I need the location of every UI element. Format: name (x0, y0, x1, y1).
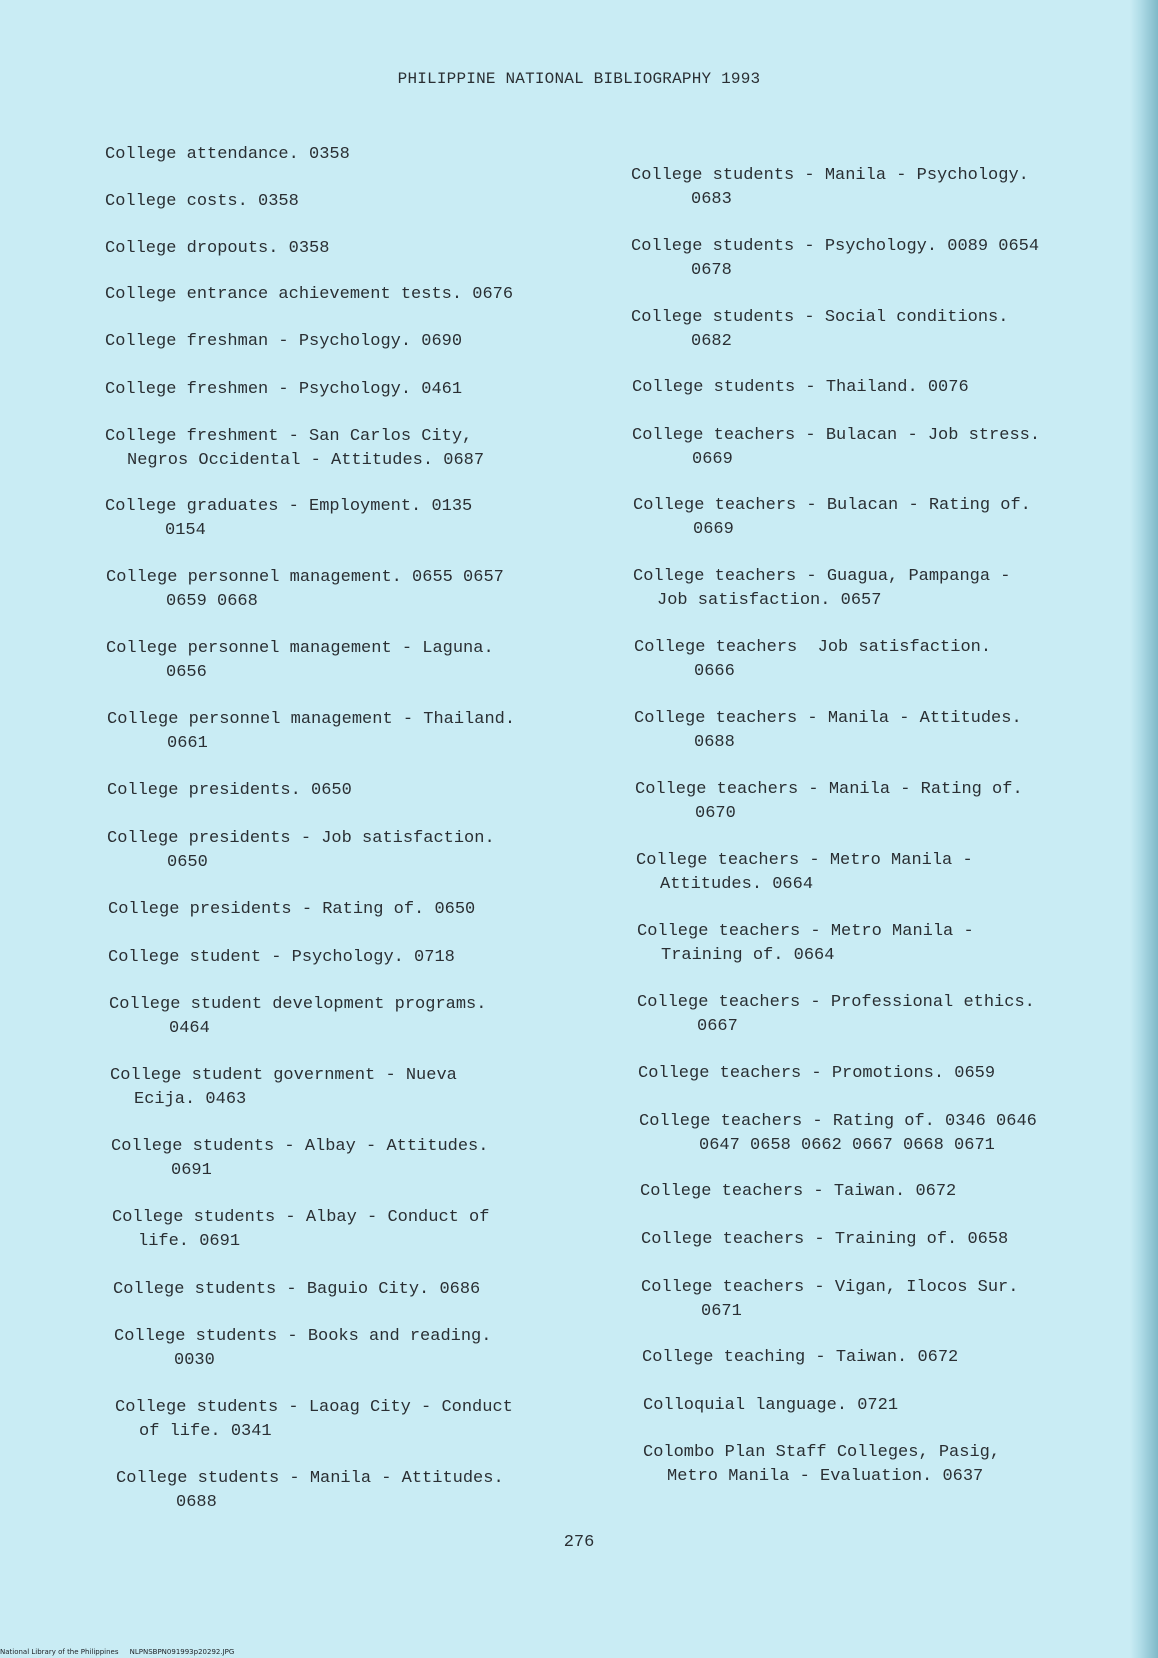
entry-text: Colombo Plan Staff Colleges, Pasig, (643, 1443, 1001, 1462)
index-entry (632, 424, 1040, 472)
index-entry (637, 991, 1035, 1039)
entry-text: College freshman - Psychology. 0690 (105, 332, 463, 351)
index-entry (105, 143, 350, 167)
index-entry (106, 566, 504, 614)
index-entry (112, 1206, 489, 1254)
entry-continuation: life. 0691 (138, 1232, 241, 1251)
index-entry (107, 708, 515, 756)
index-entry (116, 1467, 504, 1515)
index-entry (105, 190, 299, 214)
entry-continuation: 0682 (691, 332, 732, 351)
entry-continuation: Metro Manila - Evaluation. 0637 (667, 1467, 984, 1486)
entry-text: College costs. 0358 (105, 192, 299, 211)
index-entry (641, 1228, 1008, 1252)
entry-text: College student development programs. (109, 995, 487, 1014)
index-entry (633, 494, 1031, 542)
entry-text: College teachers - Taiwan. 0672 (640, 1182, 957, 1201)
entry-continuation: 0650 (167, 853, 208, 872)
entry-text: College teachers - Promotions. 0659 (638, 1064, 996, 1083)
entry-text: College teachers - Metro Manila - (636, 851, 973, 870)
entry-continuation: Ecija. 0463 (134, 1090, 247, 1109)
index-entry (113, 1278, 480, 1302)
entry-text: College students - Albay - Conduct of (112, 1208, 490, 1227)
index-entry (634, 707, 1022, 755)
entry-text: College entrance achievement tests. 0676 (105, 285, 514, 304)
entry-text: College presidents - Job satisfaction. (107, 829, 495, 848)
entry-continuation: 0671 (701, 1302, 742, 1321)
entry-text: College students - Laoag City - Conduct (115, 1398, 513, 1417)
entry-text: College teachers - Metro Manila - (637, 922, 974, 941)
entry-text: College teachers - Professional ethics. (637, 993, 1035, 1012)
entry-text: College personnel management - Laguna. (106, 639, 494, 658)
entry-text: College teachers - Vigan, Ilocos Sur. (641, 1278, 1019, 1297)
entry-continuation: Training of. 0664 (661, 946, 835, 965)
index-entry (105, 378, 462, 402)
index-entry (109, 993, 486, 1041)
index-entry (105, 283, 513, 307)
index-entry (633, 565, 1010, 613)
entry-text: College teachers - Bulacan - Rating of. (633, 496, 1031, 515)
index-entry (639, 1110, 1037, 1158)
entry-continuation: 0688 (694, 733, 735, 752)
entry-continuation: Attitudes. 0664 (660, 875, 814, 894)
entry-text: Colloquial language. 0721 (643, 1396, 899, 1415)
entry-text: College personnel management. 0655 0657 (106, 568, 504, 587)
entry-text: College teachers - Manila - Attitudes. (634, 709, 1022, 728)
entry-continuation: 0691 (171, 1161, 212, 1180)
entry-continuation: 0670 (695, 804, 736, 823)
entry-text: College freshment - San Carlos City, (105, 427, 473, 446)
index-entry (106, 637, 494, 685)
entry-continuation: 0464 (169, 1019, 210, 1038)
entry-text: College students - Psychology. 0089 0654 (631, 237, 1040, 256)
entry-continuation: 0647 0658 0662 0667 0668 0671 (699, 1136, 995, 1155)
entry-text: College student - Psychology. 0718 (108, 948, 455, 967)
index-entry (114, 1325, 491, 1373)
entry-text: College teachers - Bulacan - Job stress. (632, 426, 1041, 445)
scan-footer-note: National Library of the Philippines NLPNSBPN091993p20292.JPG (0, 1648, 235, 1656)
entry-text: College presidents - Rating of. 0650 (108, 900, 476, 919)
entry-continuation: 0659 0668 (166, 592, 258, 611)
entry-text: College teachers - Guagua, Pampanga - (633, 567, 1011, 586)
entry-text: College freshmen - Psychology. 0461 (105, 380, 463, 399)
entry-continuation: of life. 0341 (139, 1422, 272, 1441)
entry-text: College teachers - Rating of. 0346 0646 (639, 1112, 1037, 1131)
index-entry (105, 425, 484, 473)
index-entry (115, 1396, 513, 1444)
entry-text: College attendance. 0358 (105, 145, 350, 164)
index-entry (631, 306, 1008, 354)
index-entry (105, 495, 472, 543)
entry-continuation: 0661 (167, 734, 208, 753)
index-entry (634, 636, 991, 684)
entry-text: College teachers - Training of. 0658 (641, 1230, 1009, 1249)
entry-text: College students - Social conditions. (631, 308, 1009, 327)
entry-text: College students - Manila - Psychology. (631, 166, 1029, 185)
entry-text: College students - Manila - Attitudes. (116, 1469, 504, 1488)
entry-text: College students - Baguio City. 0686 (113, 1280, 481, 1299)
index-entry (108, 898, 475, 922)
index-entry (111, 1135, 488, 1183)
entry-text: College teachers - Manila - Rating of. (635, 780, 1023, 799)
entry-continuation: Job satisfaction. 0657 (657, 591, 882, 610)
entry-text: College teaching - Taiwan. 0672 (642, 1348, 959, 1367)
page-title: PHILIPPINE NATIONAL BIBLIOGRAPHY 1993 (397, 70, 761, 88)
index-entry (631, 164, 1029, 212)
entry-continuation: 0683 (691, 190, 732, 209)
index-entry (105, 330, 462, 354)
entry-continuation: 0030 (174, 1351, 215, 1370)
index-entry (632, 376, 969, 400)
index-entry (635, 778, 1023, 826)
page-number: 276 (563, 1533, 595, 1552)
entry-text: College students - Books and reading. (114, 1327, 492, 1346)
index-entry (643, 1441, 1000, 1489)
entry-text: College dropouts. 0358 (105, 239, 330, 258)
index-entry (640, 1180, 956, 1204)
index-entry (638, 1062, 995, 1086)
entry-continuation: 0688 (176, 1493, 217, 1512)
entry-continuation: 0656 (166, 663, 207, 682)
entry-text: College students - Albay - Attitudes. (111, 1137, 489, 1156)
page-edge-shadow (1130, 0, 1158, 1658)
index-entry (107, 827, 495, 875)
index-entry (105, 237, 329, 261)
entry-text: College teachers Job satisfaction. (634, 638, 992, 657)
index-entry (107, 779, 352, 803)
entry-continuation: 0154 (165, 521, 206, 540)
entry-continuation: 0667 (697, 1017, 738, 1036)
entry-text: College students - Thailand. 0076 (632, 378, 969, 397)
index-entry (641, 1276, 1018, 1324)
entry-text: College student government - Nueva (110, 1066, 457, 1085)
index-entry (642, 1346, 958, 1370)
index-entry (636, 849, 973, 897)
entry-text: College personnel management - Thailand. (107, 710, 516, 729)
entry-text: College presidents. 0650 (107, 781, 352, 800)
entry-continuation: 0669 (693, 520, 734, 539)
entry-continuation: 0678 (691, 261, 732, 280)
index-entry (643, 1394, 898, 1418)
index-entry (631, 235, 1039, 283)
index-entry (108, 946, 455, 970)
entry-continuation: 0669 (692, 450, 733, 469)
entry-continuation: 0666 (694, 662, 735, 681)
entry-continuation: Negros Occidental - Attitudes. 0687 (127, 451, 485, 470)
entry-text: College graduates - Employment. 0135 (105, 497, 473, 516)
index-entry (637, 920, 974, 968)
index-entry (110, 1064, 457, 1112)
